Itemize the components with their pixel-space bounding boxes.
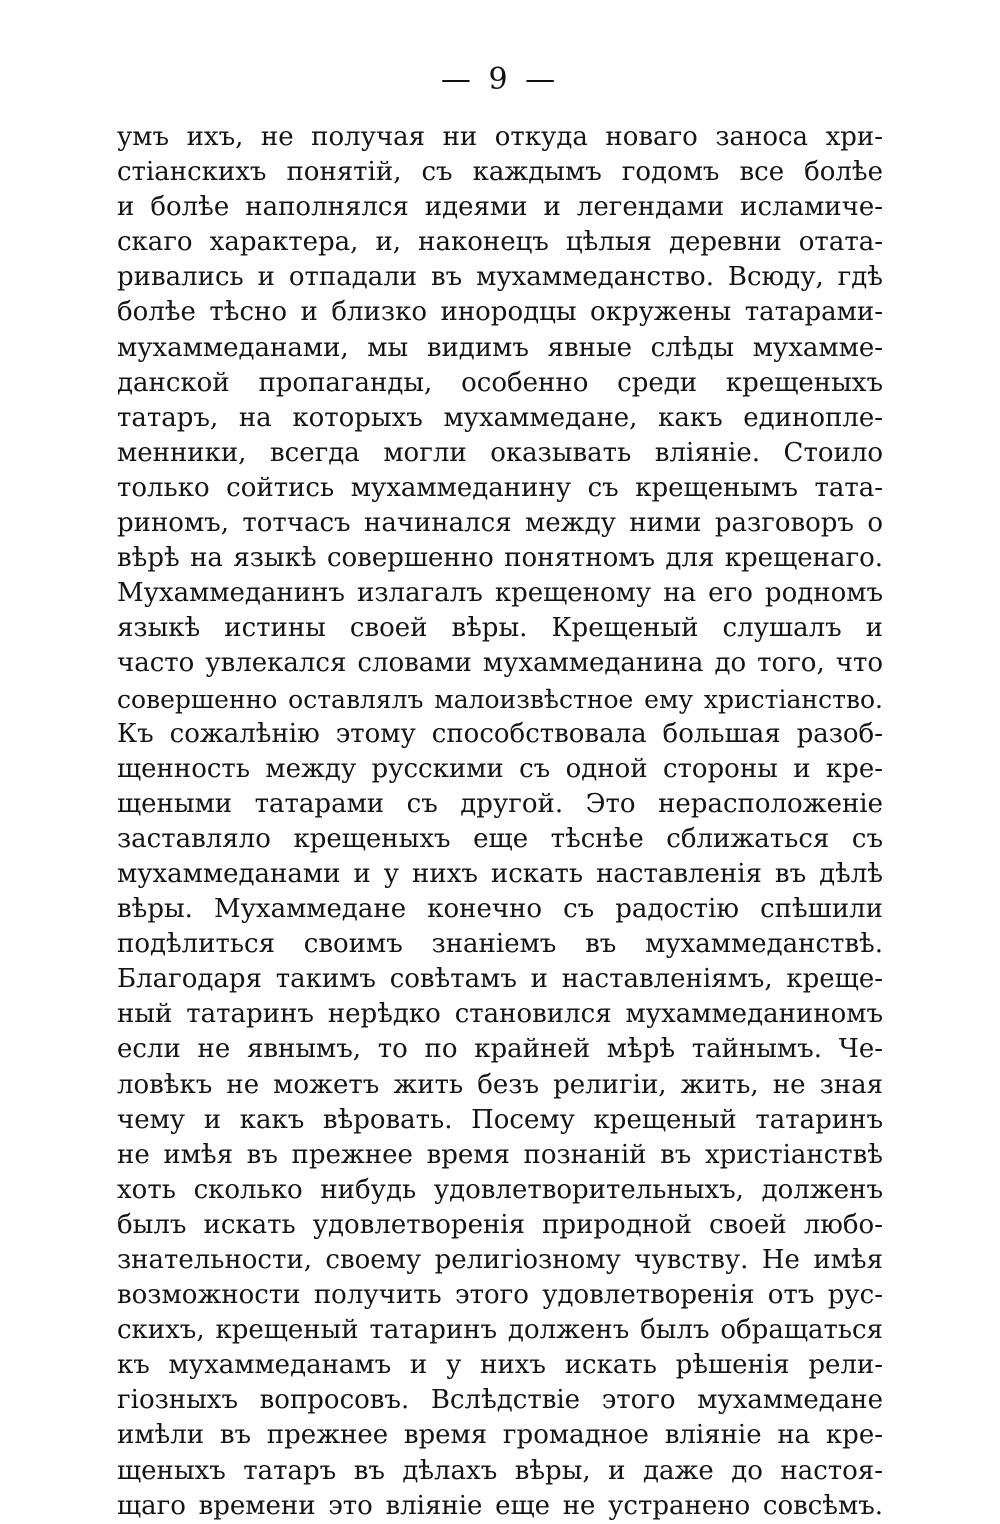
text-line: часто увлекался словами мухаммеданина до того, что bbox=[117, 648, 883, 679]
text-line: риномъ, тотчасъ начинался между ними разговоръ о bbox=[117, 508, 883, 539]
text-line: ривались и отпадали въ мухаммеданство. Всюду, гдѣ bbox=[117, 262, 883, 293]
text-line: Мухаммеданинъ излагалъ крещеному на его родномъ bbox=[117, 578, 883, 609]
text-line: только сойтись мухаммеданину съ крещенымъ тата- bbox=[117, 472, 883, 503]
text-line: вѣры. Мухаммедане конечно съ радостію спѣшили bbox=[117, 894, 883, 925]
text-line: щенность между русскими съ одной стороны и кре- bbox=[117, 753, 883, 784]
text-body bbox=[117, 120, 883, 1524]
text-line: заставляло крещеныхъ еще тѣснѣе сближаться съ bbox=[117, 823, 883, 854]
text-line: щеными татарами съ другой. Это нерасположеніе bbox=[117, 788, 883, 819]
text-line: умъ ихъ, не получая ни откуда новаго заноса хри- bbox=[117, 122, 883, 152]
text-line: Къ сожалѣнію этому способствовала большая разоб- bbox=[117, 718, 883, 749]
text-line: щаго времени это вліяніе еще не устранено совсѣмъ. bbox=[117, 1490, 883, 1521]
text-line: имѣли въ прежнее время громадное вліяніе на кре- bbox=[117, 1420, 883, 1451]
text-line: хоть сколько нибудь удовлетворительныхъ, долженъ bbox=[117, 1174, 883, 1205]
text-line: Благодаря такимъ совѣтамъ и наставленіямъ, креще- bbox=[117, 964, 883, 995]
text-line: и болѣе наполнялся идеями и легендами исламиче- bbox=[117, 192, 883, 223]
text-line: чему и какъ вѣровать. Посему крещеный татаринъ bbox=[117, 1104, 883, 1135]
text-line: возможности получить этого удовлетворенія отъ рус- bbox=[117, 1280, 883, 1311]
text-line: знательности, своему религіозному чувству. Не имѣя bbox=[117, 1245, 883, 1275]
text-line: мухаммеданами, мы видимъ явные слѣды мухамме- bbox=[117, 332, 883, 363]
page-number: — 9 — bbox=[440, 62, 560, 97]
text-line: если не явнымъ, то по крайней мѣрѣ тайнымъ. Че- bbox=[117, 1034, 883, 1065]
text-line: мухаммеданами и у нихъ искать наставленія въ дѣлѣ bbox=[117, 858, 883, 889]
text-line: скихъ, крещеный татаринъ долженъ былъ обращаться bbox=[117, 1315, 883, 1346]
text-line: ный татаринъ нерѣдко становился мухаммеданиномъ bbox=[117, 999, 883, 1030]
text-line: былъ искать удовлетворенія природной своей любо- bbox=[117, 1209, 883, 1240]
text-line: данской пропаганды, особенно среди крещеныхъ bbox=[117, 367, 883, 398]
text-line: ловѣкъ не можетъ жить безъ религіи, жить, не зная bbox=[117, 1069, 883, 1100]
text-line: вѣрѣ на языкѣ совершенно понятномъ для крещенаго. bbox=[117, 543, 883, 574]
text-line: подѣлиться своимъ знаніемъ въ мухаммеданствѣ. bbox=[117, 929, 883, 960]
text-line: болѣе тѣсно и близко инородцы окружены татарами- bbox=[117, 297, 883, 328]
text-line: гіозныхъ вопросовъ. Вслѣдствіе этого мухаммедане bbox=[117, 1385, 883, 1416]
text-line: совершенно оставлялъ малоизвѣстное ему христіанство. bbox=[117, 684, 883, 714]
text-line: стіанскихъ понятій, съ каждымъ годомъ все болѣе bbox=[117, 157, 883, 188]
text-line: не имѣя въ прежнее время познаній въ христіанствѣ bbox=[117, 1139, 883, 1170]
text-line: языкѣ истины своей вѣры. Крещеный слушалъ и bbox=[117, 613, 883, 644]
text-line: скаго характера, и, наконецъ цѣлыя деревни отата- bbox=[117, 227, 883, 258]
text-line: татаръ, на которыхъ мухаммедане, какъ единопле- bbox=[117, 402, 883, 433]
text-line: къ мухаммеданамъ и у нихъ искать рѣшенія рели- bbox=[117, 1350, 883, 1381]
text-line: щеныхъ татаръ въ дѣлахъ вѣры, и даже до настоя- bbox=[117, 1455, 883, 1486]
text-line: менники, всегда могли оказывать вліяніе. Стоило bbox=[117, 437, 883, 468]
